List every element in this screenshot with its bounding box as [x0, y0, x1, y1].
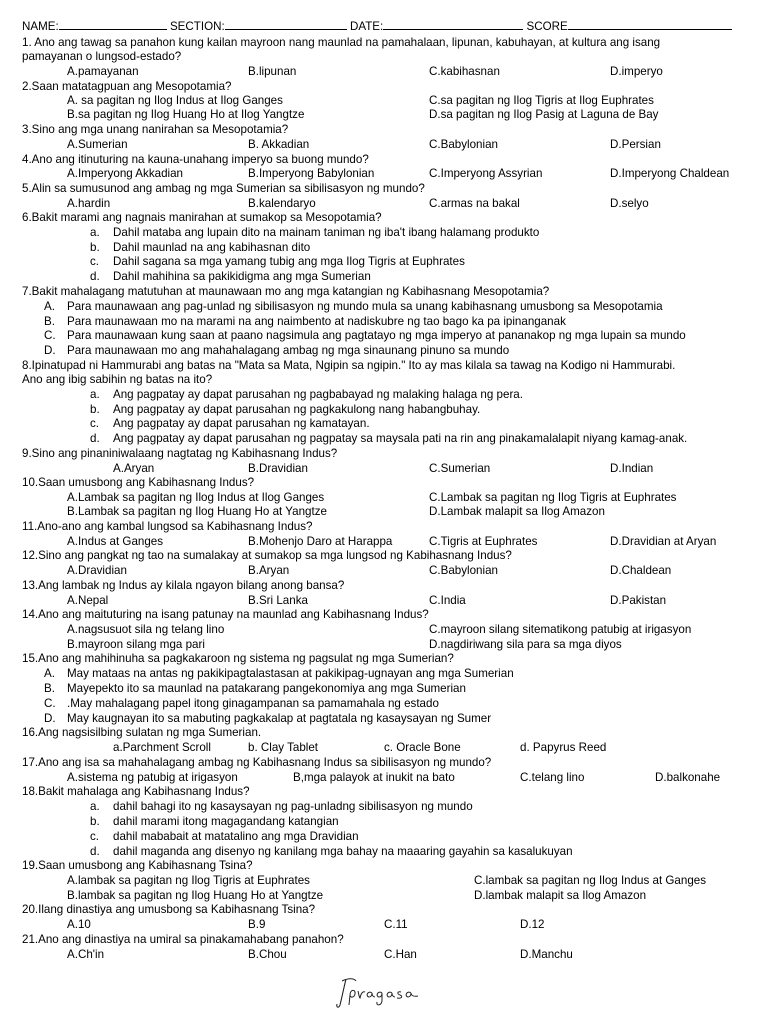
q4-stem: 4.Ano ang itinuturing na kauna-unahang imperyo sa buong mundo? — [22, 153, 369, 166]
q8-letter-a: a. — [90, 388, 100, 401]
q3-choice-d: D.Persian — [610, 138, 661, 151]
q4-choice-a: A.Imperyong Akkadian — [67, 167, 184, 180]
q15-choice-a: May mataas na antas ng pakikipagtalastasan at pakikipag-ugnayan ang mga Sumerian — [67, 667, 514, 680]
q18-stem: 18.Bakit mahalaga ang Kabihasnang Indus? — [22, 785, 250, 798]
score-blank[interactable] — [568, 18, 732, 30]
q21-choice-a: A.Ch'in — [67, 948, 105, 961]
q16-stem: 16.Ang nagsisilbing sulatan ng mga Sumerian. — [22, 726, 262, 739]
q11-choice-d: D.Dravidian at Aryan — [610, 535, 717, 548]
q19-choice-b: B.lambak sa pagitan ng Ilog Huang Ho at Yangtze — [67, 889, 324, 902]
q9-choice-c: C.Sumerian — [429, 462, 491, 475]
q15-choice-c: .May mahalagang papel itong ginagampanan sa pamamahala ng estado — [67, 697, 439, 710]
q20-stem: 20.Ilang dinastiya ang umusbong sa Kabihasnang Tsina? — [22, 903, 316, 916]
q5-stem: 5.Alin sa sumusunod ang ambag ng mga Sumerian sa sibilisasyon ng mundo? — [22, 182, 425, 195]
q8-choice-b: Ang pagpatay ay dapat parusahan ng pagkakulong nang habangbuhay. — [113, 403, 481, 416]
q2-choice-c: C.sa pagitan ng Ilog Tigris at Ilog Euphrates — [429, 94, 654, 107]
q20-choice-a: A.10 — [67, 918, 91, 931]
name-label: NAME: — [22, 20, 59, 33]
q12-choice-c: C.Babylonian — [429, 564, 498, 577]
q7-letter-a: A. — [44, 300, 55, 313]
q6-letter-c: c. — [90, 255, 100, 268]
q7-letter-b: B. — [44, 315, 55, 328]
q3-stem: 3.Sino ang mga unang nanirahan sa Mesopotamia? — [22, 123, 289, 136]
section-label: SECTION: — [169, 20, 225, 33]
q1-choice-b: B.lipunan — [248, 65, 297, 78]
q2-choice-d: D.sa pagitan ng Ilog Pasig at Laguna de Bay — [429, 108, 659, 121]
q8-choice-a: Ang pagpatay ay dapat parusahan ng pagbabayad ng malaking halaga ng pera. — [113, 388, 523, 401]
q2-choice-a: A. sa pagitan ng Ilog Indus at Ilog Ganges — [67, 94, 283, 107]
q1-choice-c: C.kabihasnan — [429, 65, 500, 78]
q1-choice-a: A.pamayanan — [67, 65, 139, 78]
q18-choice-a: dahil bahagi ito ng kasaysayan ng pag-unladng sibilisasyon ng mundo — [113, 800, 473, 813]
q20-choice-b: B.9 — [248, 918, 266, 931]
q10-choice-c: C.Lambak sa pagitan ng Ilog Tigris at Euphrates — [429, 491, 677, 504]
q11-choice-b: B.Mohenjo Daro at Harappa — [248, 535, 393, 548]
date-blank[interactable] — [383, 18, 523, 30]
q11-stem: 11.Ano-ano ang kambal lungsod sa Kabihasnang Indus? — [22, 520, 313, 533]
q2-choice-b: B.sa pagitan ng Ilog Huang Ho at Ilog Yangtze — [67, 108, 305, 121]
q19-choice-c: C.lambak sa pagitan ng Ilog Indus at Ganges — [474, 874, 707, 887]
q17-choice-a: A.sistema ng patubig at irigasyon — [67, 771, 238, 784]
q6-choice-a: Dahil mataba ang lupain dito na mainam taniman ng iba't ibang halamang produkto — [113, 226, 540, 239]
q1-choice-d: D.imperyo — [610, 65, 663, 78]
q11-choice-c: C.Tigris at Euphrates — [429, 535, 538, 548]
q12-choice-b: B.Aryan — [248, 564, 290, 577]
q12-stem: 12.Sino ang pangkat ng tao na sumalakay at sumakop sa mga lungsod ng Kabihasnang Indus? — [22, 549, 512, 562]
q17-choice-d: D.balkonahe — [655, 771, 721, 784]
q14-choice-a: A.nagsusuot sila ng telang lino — [67, 623, 225, 636]
q15-letter-a: A. — [44, 667, 55, 680]
q6-choice-c: Dahil sagana sa mga yamang tubig ang mga Ilog Tigris at Euphrates — [113, 255, 465, 268]
q6-choice-d: Dahil mahihina sa pakikidigma ang mga Sumerian — [113, 270, 371, 283]
q13-stem: 13.Ang lambak ng Indus ay kilala ngayon bilang anong bansa? — [22, 579, 345, 592]
q4-choice-c: C.Imperyong Assyrian — [429, 167, 543, 180]
q10-choice-b: B.Lambak sa pagitan ng Ilog Huang Ho at Yangtze — [67, 505, 327, 518]
q13-choice-d: D.Pakistan — [610, 594, 667, 607]
q5-choice-c: C.armas na bakal — [429, 197, 520, 210]
q12-choice-d: D.Chaldean — [610, 564, 672, 577]
q3-choice-a: A.Sumerian — [67, 138, 128, 151]
q9-stem: 9.Sino ang pinaniniwalaang nagtatag ng Kabihasnang Indus? — [22, 447, 338, 460]
q7-choice-c: Para maunawaan kung saan at paano nagsimula ang pagtatayo ng mga imperyo at pananakop ng mga lupain sa mundo — [67, 329, 686, 342]
q10-stem: 10.Saan umusbong ang Kabihasnang Indus? — [22, 476, 255, 489]
q17-choice-c: C.telang lino — [520, 771, 585, 784]
score-label: SCORE — [526, 20, 568, 33]
q16-choice-b: b. Clay Tablet — [248, 741, 319, 754]
q1-stem: 1. Ano ang tawag sa panahon kung kailan mayroon nang maunlad na pamahalaan, lipunan, kabuhayan, at kultura ang isang — [22, 36, 661, 49]
q8-stem: 8.Ipinatupad ni Hammurabi ang batas na "Mata sa Mata, Ngipin sa ngipin." Ito ay mas kilala sa tawag na Kodigo ni Hammurabi. — [22, 359, 676, 372]
q18-letter-c: c. — [90, 830, 100, 843]
q1-stem-cont: pamayanan o lungsod-estado? — [22, 50, 182, 63]
q17-choice-b: B,mga palayok at inukit na bato — [293, 771, 455, 784]
q7-choice-b: Para maunawaan mo na marami na ang naimbento at nadiskubre ng tao bago ka pa ipinanganak — [67, 315, 566, 328]
q4-choice-b: B.Imperyong Babylonian — [248, 167, 375, 180]
q9-choice-b: B.Dravidian — [248, 462, 308, 475]
q21-choice-c: C.Han — [384, 948, 417, 961]
q13-choice-a: A.Nepal — [67, 594, 109, 607]
q17-stem: 17.Ano ang isa sa mahahalagang ambag ng Kabihasnang Indus sa sibilisasyon ng mundo? — [22, 756, 492, 769]
q6-choice-b: Dahil maunlad na ang kabihasnan dito — [113, 241, 311, 254]
q19-choice-d: D.lambak malapit sa Ilog Amazon — [474, 889, 647, 902]
q14-stem: 14.Ano ang maituturing na isang patunay na maunlad ang Kabihasnang Indus? — [22, 608, 429, 621]
name-blank[interactable] — [59, 18, 167, 30]
q3-choice-c: C.Babylonian — [429, 138, 498, 151]
q9-choice-a: A.Aryan — [113, 462, 155, 475]
q7-choice-d: Para maunawaan mo ang mahahalagang ambag ng mga sinaunang pinuno sa mundo — [67, 344, 510, 357]
q18-letter-d: d. — [90, 845, 100, 858]
q4-choice-d: D.Imperyong Chaldean — [610, 167, 730, 180]
q21-choice-b: B.Chou — [248, 948, 287, 961]
q18-letter-a: a. — [90, 800, 100, 813]
q16-choice-d: d. Papyrus Reed — [520, 741, 607, 754]
q16-choice-c: c. Oracle Bone — [384, 741, 461, 754]
q11-choice-a: A.Indus at Ganges — [67, 535, 164, 548]
q6-letter-a: a. — [90, 226, 100, 239]
q18-choice-c: dahil mababait at matatalino ang mga Dravidian — [113, 830, 359, 843]
q3-choice-b: B. Akkadian — [248, 138, 310, 151]
q7-choice-a: Para maunawaan ang pag-unlad ng sibilisasyon ng mundo mula sa unang kabihasnang umusbong sa Mesopotamia — [67, 300, 663, 313]
q15-letter-b: B. — [44, 682, 55, 695]
q5-choice-d: D.selyo — [610, 197, 649, 210]
q18-choice-d: dahil maganda ang disenyo ng kanilang mga bahay na maaaring gayahin sa kasalukuyan — [113, 845, 573, 858]
q5-choice-b: B.kalendaryo — [248, 197, 316, 210]
q20-choice-c: C.11 — [384, 918, 408, 931]
q7-letter-c: C. — [44, 329, 56, 342]
q15-letter-c: C. — [44, 697, 56, 710]
q13-choice-c: C.India — [429, 594, 466, 607]
q16-choice-a: a.Parchment Scroll — [113, 741, 211, 754]
q18-choice-b: dahil marami itong magagandang katangian — [113, 815, 339, 828]
q12-choice-a: A.Dravidian — [67, 564, 127, 577]
q7-stem: 7.Bakit mahalagang matutuhan at maunawaan mo ang mga katangian ng Kabihasnang Mesopotamia? — [22, 285, 550, 298]
q8-stem-cont: Ano ang ibig sabihin ng batas na ito? — [22, 373, 213, 386]
q15-choice-b: Mayepekto ito sa maunlad na patakarang pangekonomiya ang mga Sumerian — [67, 682, 466, 695]
section-blank[interactable] — [225, 18, 347, 30]
header-fields — [22, 18, 732, 33]
q6-letter-b: b. — [90, 241, 100, 254]
q14-choice-b: B.mayroon silang mga pari — [67, 638, 205, 651]
q15-stem: 15.Ano ang mahihinuha sa pagkakaroon ng sistema ng pagsulat ng mga Sumerian? — [22, 652, 454, 665]
date-label: DATE: — [349, 20, 384, 33]
q20-choice-d: D.12 — [520, 918, 545, 931]
q15-choice-d: May kaugnayan ito sa mabuting pagkakalap at pagtatala ng kasaysayan ng Sumer — [67, 712, 492, 725]
q21-stem: 21.Ano ang dinastiya na umiral sa pinakamahabang panahon? — [22, 933, 344, 946]
q14-choice-c: C.mayroon silang sitematikong patubig at irigasyon — [429, 623, 692, 636]
q13-choice-b: B.Sri Lanka — [248, 594, 308, 607]
q18-letter-b: b. — [90, 815, 100, 828]
q19-choice-a: A.lambak sa pagitan ng Ilog Tigris at Euphrates — [67, 874, 310, 887]
q21-choice-d: D.Manchu — [520, 948, 573, 961]
q9-choice-d: D.Indian — [610, 462, 654, 475]
q8-choice-c: Ang pagpatay ay dapat parusahan ng kamatayan. — [113, 417, 370, 430]
q6-letter-d: d. — [90, 270, 100, 283]
signature-image — [334, 975, 424, 1011]
q8-letter-c: c. — [90, 417, 100, 430]
q10-choice-a: A.Lambak sa pagitan ng Ilog Indus at Ilog Ganges — [67, 491, 325, 504]
q19-stem: 19.Saan umusbong ang Kabihasnang Tsina? — [22, 859, 253, 872]
q8-choice-d: Ang pagpatay ay dapat parusahan ng pagpatay sa maysala pati na rin ang pinakamalalapit niyang kamag-anak. — [113, 432, 688, 445]
q10-choice-d: D.Lambak malapit sa Ilog Amazon — [429, 505, 605, 518]
q15-letter-d: D. — [44, 712, 56, 725]
q5-choice-a: A.hardin — [67, 197, 111, 210]
q8-letter-b: b. — [90, 403, 100, 416]
q6-stem: 6.Bakit marami ang nagnais manirahan at sumakop sa Mesopotamia? — [22, 211, 382, 224]
q7-letter-d: D. — [44, 344, 56, 357]
q14-choice-d: D.nagdiriwang sila para sa mga diyos — [429, 638, 622, 651]
q8-letter-d: d. — [90, 432, 100, 445]
q2-stem: 2.Saan matatagpuan ang Mesopotamia? — [22, 80, 232, 93]
